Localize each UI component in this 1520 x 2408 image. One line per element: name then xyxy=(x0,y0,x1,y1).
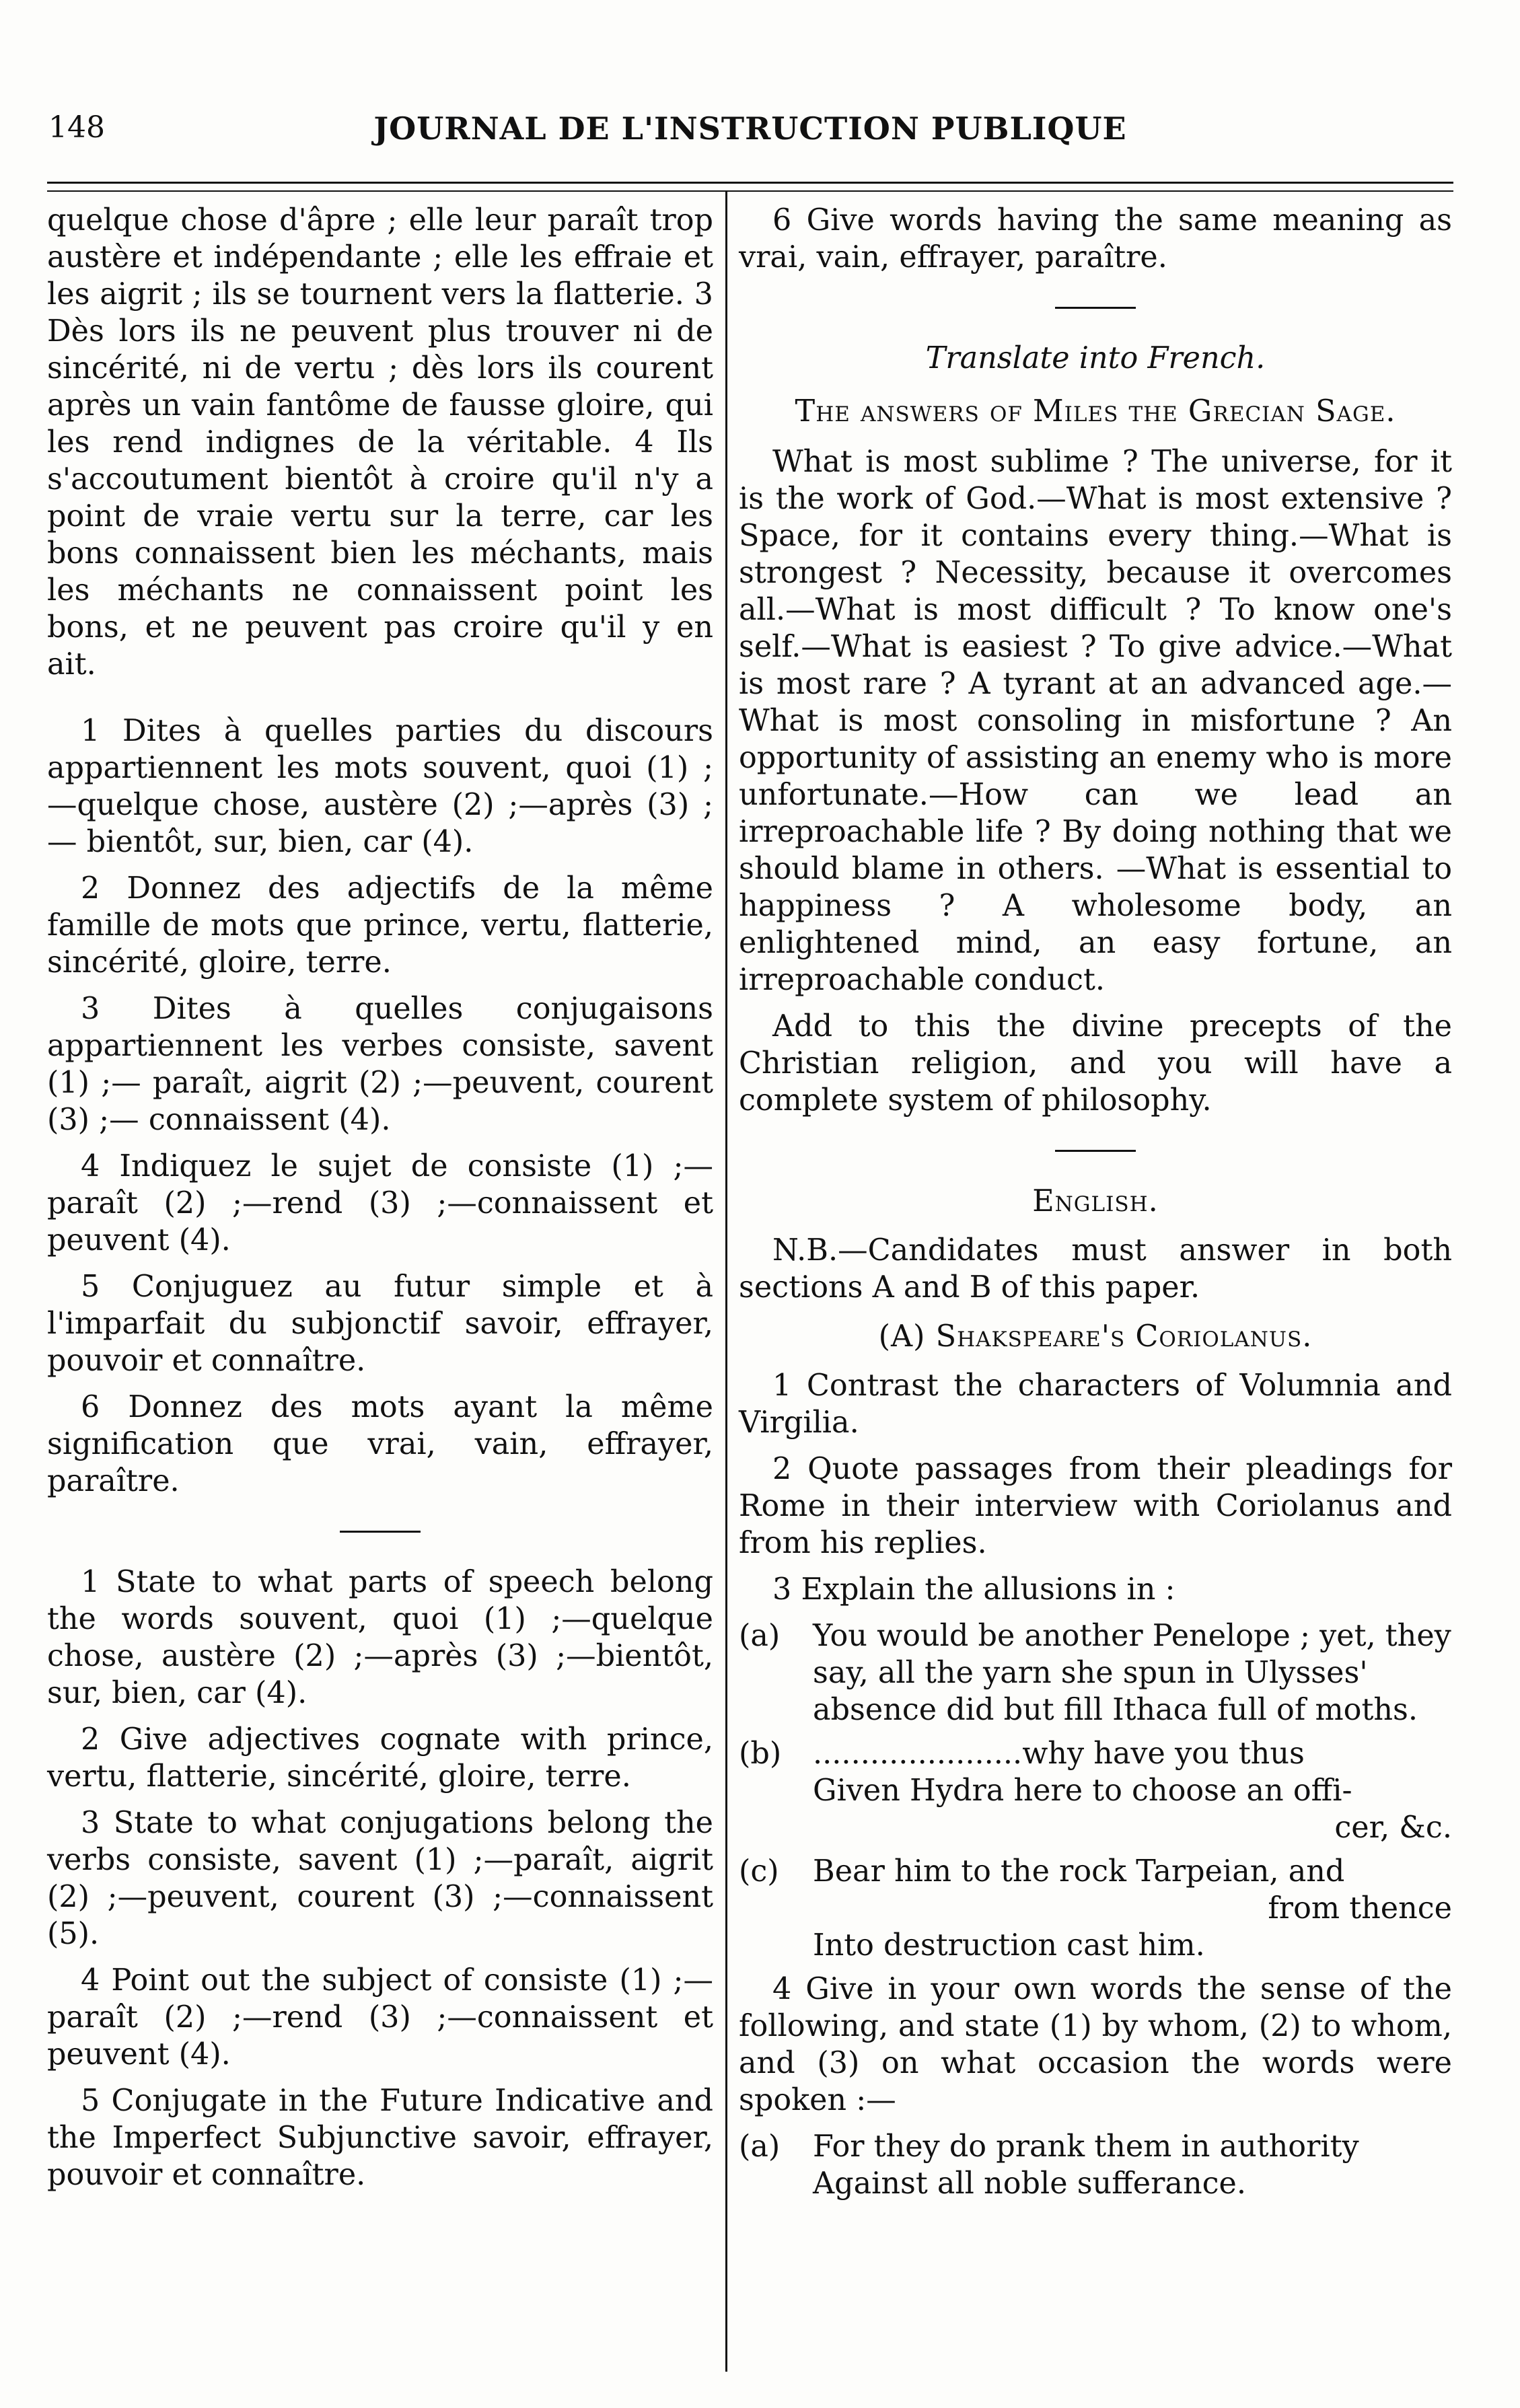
journal-title: JOURNAL DE L'INSTRUCTION PUBLIQUE xyxy=(373,110,1127,147)
header-rule xyxy=(47,182,1453,184)
quote-label: (a) xyxy=(739,2129,781,2164)
french-passage-continuation: quelque chose d'âpre ; elle leur paraît trop austère et indépendante ; elle les effraie et les aigrit ; ils se tournent vers la flatterie. 3 Dès lors ils ne peuvent plus trouver ni de sincérité, ni de vertu ; dès lors ils courent après un vain fantôme de fausse gloire, qui les rend indignes de la véritable. 4 Ils s'accoutument bientôt à croire qu'il n'y a point de vraie vertu sur la terre, car les bons connaissent bien les méchants, mais les méchants ne connaissent point les bons, et ne peuvent pas croire qu'il y en ait. xyxy=(47,203,713,682)
en-question-6: 6 Give words having the same meaning as vrai, vain, effrayer, paraître. xyxy=(739,203,1452,275)
quote-a xyxy=(739,2128,1452,2202)
allusion-c xyxy=(739,1853,1452,1964)
french-questions xyxy=(47,713,713,1500)
allusion-a xyxy=(739,1617,1452,1728)
allusion-b xyxy=(739,1735,1452,1846)
coriolanus-question-1: 1 Contrast the characters of Volumnia and Virgilia. xyxy=(739,1369,1452,1440)
running-header xyxy=(40,101,1460,155)
allusion-line: Into destruction cast him. xyxy=(813,1928,1205,1963)
allusion-line: from thence xyxy=(1268,1891,1452,1926)
coriolanus-question-3: 3 Explain the allusions in : xyxy=(772,1572,1175,1607)
allusion-line: cer, &c. xyxy=(1334,1811,1452,1845)
column-divider xyxy=(725,192,727,2372)
fr-question-6: 6 Donnez des mots ayant la même signification que vrai, vain, effrayer, paraître. xyxy=(47,1390,713,1498)
section-divider xyxy=(340,1531,421,1533)
answers-paragraph-1: What is most sublime ? The universe, for it is the work of God.—What is most extensive ? Space, for it contains every thing.—What is strongest ? Necessity, because it overcomes all.—What is most difficult ? To know one's self.—What is easiest ? To give advice.—What is most rare ? A tyrant at an advanced age.— What is most consoling in misfortune ? An opportunity of assisting an enemy who is more unfortunate.—How can we lead an irreproachable life ? By doing nothing that we should blame in others. —What is essential to happiness ? A wholesome body, an enlightened mind, an easy fortune, an irreproachable conduct. xyxy=(739,445,1452,997)
header-rule-thin xyxy=(47,190,1453,192)
right-column xyxy=(739,202,1452,2209)
section-divider xyxy=(1055,1150,1136,1152)
left-column xyxy=(47,202,713,2203)
allusion-label: (c) xyxy=(739,1854,779,1889)
allusion-line: ......................why have you thus xyxy=(813,1737,1305,1771)
allusion-label: (a) xyxy=(739,1619,781,1653)
coriolanus-question-4: 4 Give in your own words the sense of the following, and state (1) by whom, (2) to whom, and (3) on what occasion the words were spoken :— xyxy=(739,1972,1452,2117)
allusion-line: Bear him to the rock Tarpeian, and xyxy=(813,1854,1345,1889)
fr-question-1: 1 Dites à quelles parties du discours appartiennent les mots souvent, quoi (1) ; —quelque chose, austère (2) ;—après (3) ;— bientôt, sur, bien, car (4). xyxy=(47,714,713,859)
en-question-5: 5 Conjugate in the Future Indicative and the Imperfect Subjunctive savoir, effrayer, pouvoir et connaître. xyxy=(47,2084,713,2192)
quote-line: Against all noble sufferance. xyxy=(813,2166,1247,2201)
en-question-2: 2 Give adjectives cognate with prince, vertu, flatterie, sincérité, gloire, terre. xyxy=(47,1722,713,1794)
allusion-line: Given Hydra here to choose an offi- xyxy=(813,1774,1352,1808)
english-heading: English. xyxy=(1032,1184,1159,1218)
section-a-heading: (A) Shakspeare's Coriolanus. xyxy=(878,1319,1313,1354)
fr-question-4: 4 Indiquez le sujet de consiste (1) ;— paraît (2) ;—rend (3) ;—connaissent et peuvent (4). xyxy=(47,1149,713,1257)
translate-heading: Translate into French. xyxy=(925,341,1266,375)
fr-question-2: 2 Donnez des adjectifs de la même famille de mots que prince, vertu, flatterie, sincérité, gloire, terre. xyxy=(47,871,713,980)
en-question-4: 4 Point out the subject of consiste (1) ;— paraît (2) ;—rend (3) ;—connaissent et peuvent (4). xyxy=(47,1963,713,2072)
coriolanus-question-2: 2 Quote passages from their pleadings for Rome in their interview with Coriolanus and from his replies. xyxy=(739,1452,1452,1560)
quote-line: For they do prank them in authority xyxy=(813,2129,1359,2164)
en-question-1: 1 State to what parts of speech belong the words souvent, quoi (1) ;—quelque chose, austère (2) ;—après (3) ;—bientôt, sur, bien, car (4). xyxy=(47,1565,713,1710)
allusion-text: You would be another Penelope ; yet, they say, all the yarn she spun in Ulysses' absence did but fill Ithaca full of moths. xyxy=(813,1619,1451,1727)
fr-question-5: 5 Conjuguez au futur simple et à l'imparfait du subjonctif savoir, effrayer, pouvoir et connaître. xyxy=(47,1270,713,1378)
answers-paragraph-2: Add to this the divine precepts of the Christian religion, and you will have a complete system of philosophy. xyxy=(739,1009,1452,1118)
en-question-3: 3 State to what conjugations belong the verbs consiste, savent (1) ;—paraît, aigrit (2) ;—peuvent, courent (3) ;—connaissent (5). xyxy=(47,1806,713,1951)
page-number: 148 xyxy=(48,110,105,145)
nb-instruction: N.B.—Candidates must answer in both sections A and B of this paper. xyxy=(739,1233,1452,1305)
answers-title: The answers of Miles the Grecian Sage. xyxy=(795,394,1396,429)
section-divider xyxy=(1055,307,1136,309)
allusion-label: (b) xyxy=(739,1737,782,1771)
fr-question-3: 3 Dites à quelles conjugaisons appartiennent les verbes consiste, savent (1) ;— paraît, aigrit (2) ;—peuvent, courent (3) ;— connaissent (4). xyxy=(47,992,713,1137)
english-questions xyxy=(47,1564,713,2193)
